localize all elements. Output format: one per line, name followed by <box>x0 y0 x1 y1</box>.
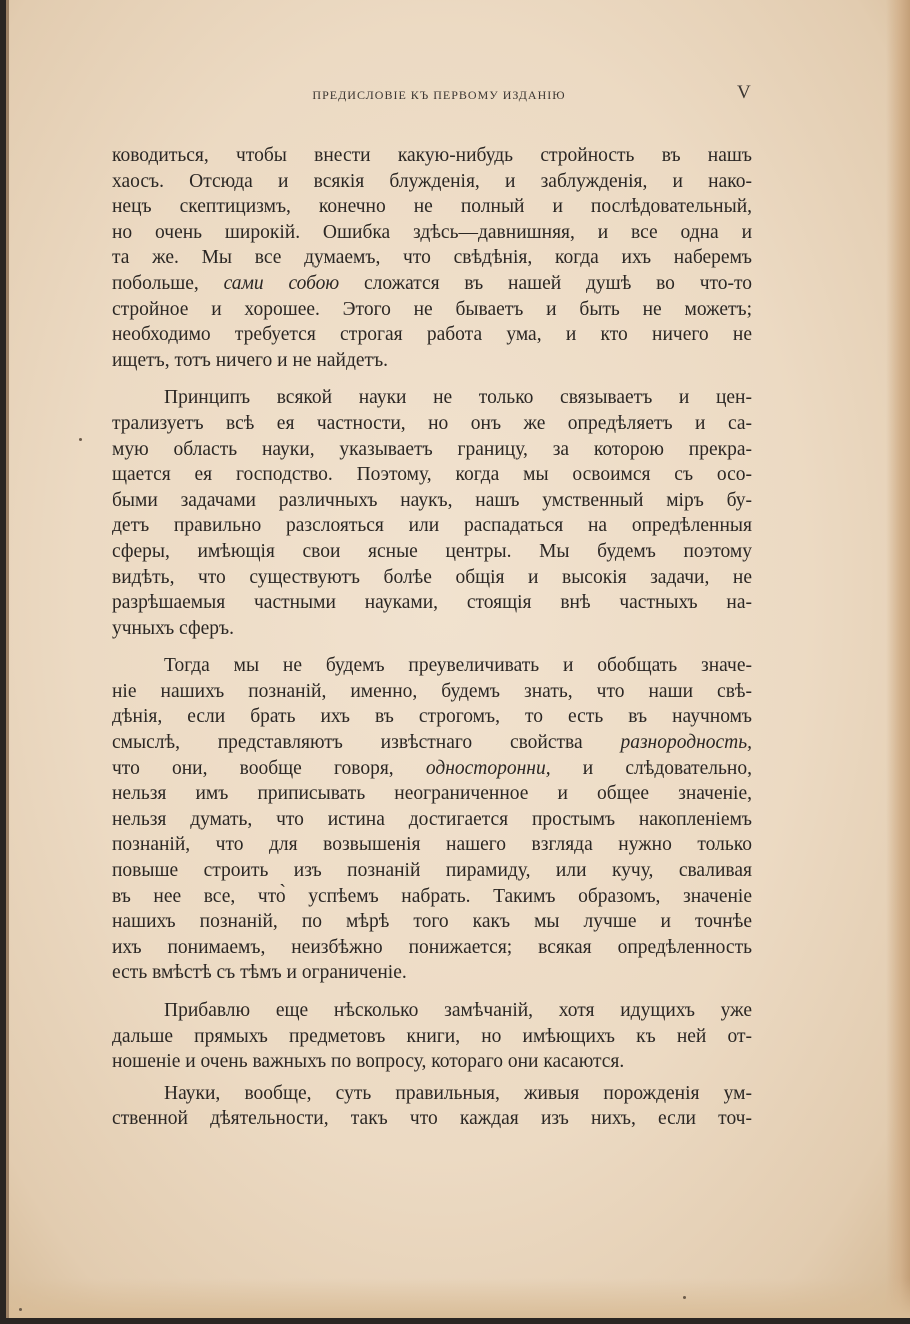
text-line: ніе нашихъ познаній, именно, будемъ знать, что наши свѣ- <box>112 680 752 702</box>
running-title: ПРЕДИСЛОВІЕ КЪ ПЕРВОМУ ИЗДАНІЮ <box>312 88 566 102</box>
text-run: что они, вообще говоря, <box>112 757 394 779</box>
text-line: нецъ скептицизмъ, конечно не полный и послѣдовательный, <box>112 196 752 218</box>
text-line: нашихъ познаній, по мѣрѣ того какъ мы лучше и точнѣе <box>112 911 752 933</box>
text-run: сложатся въ нашей душѣ во что-то <box>363 272 753 294</box>
text-line: ководиться, чтобы внести какую-нибудь стройность въ нашъ <box>112 145 752 166</box>
body-text <box>112 143 752 1132</box>
speck <box>19 1308 22 1311</box>
text-line: видѣть, что существуютъ болѣе общія и высокія задачи, не <box>112 566 752 588</box>
book-page <box>6 0 910 1318</box>
text-line: учныхъ сферъ. <box>112 617 234 639</box>
text-line <box>112 756 752 782</box>
italic-run: сами собою <box>223 272 340 294</box>
text-line: та же. Мы все думаемъ, что свѣдѣнія, когда ихъ наберемъ <box>112 247 752 269</box>
text-line: Прибавлю еще нѣсколько замѣчаній, хотя идущихъ уже <box>164 1000 752 1021</box>
text-line: нельзя имъ приписывать неограниченное и общее значеніе, <box>112 783 752 805</box>
text-line: детъ правильно разслояться или распадаться на опредѣленныя <box>112 515 752 537</box>
text-line: мую область науки, указываетъ границу, за которою прекра- <box>112 438 752 460</box>
text-line: стройное и хорошее. Этого не бываетъ и быть не можетъ; <box>112 298 752 320</box>
paragraph <box>112 653 752 986</box>
page-edge-shadow <box>886 0 910 1318</box>
text-line: ищетъ, тотъ ничего и не найдетъ. <box>112 349 389 371</box>
text-line: нельзя думать, что истина достигается простымъ накопленіемъ <box>112 808 752 830</box>
page-number: V <box>737 82 751 103</box>
text-run: и слѣдовательно, <box>582 757 752 779</box>
paragraph <box>112 1081 752 1132</box>
text-line: есть вмѣстѣ съ тѣмъ и ограниченіе. <box>112 962 407 984</box>
text-line: Тогда мы не будемъ преувеличивать и обобщать значе- <box>164 655 752 677</box>
text-line: Принципъ всякой науки не только связываетъ и цен- <box>164 387 752 409</box>
text-line: ственной дѣятельности, такъ что каждая изъ нихъ, если точ- <box>112 1108 752 1130</box>
text-line: повыше строить изъ познаній пирамиду, или кучу, сваливая <box>112 860 752 882</box>
speck <box>79 438 82 441</box>
text-run: смыслѣ, представляютъ извѣстнаго свойства <box>112 732 583 754</box>
text-line: быми задачами различныхъ наукъ, нашъ умственный міръ бу- <box>112 489 752 511</box>
paragraph <box>112 143 752 373</box>
paragraph <box>112 385 752 641</box>
text-line <box>112 271 752 297</box>
text-line: сферы, имѣющія свои ясные центры. Мы будемъ поэтому <box>112 540 752 562</box>
italic-run: односторонни, <box>425 757 551 779</box>
text-line: ношеніе и очень важныхъ по вопросу, котораго они касаются. <box>112 1051 625 1073</box>
text-line: дѣнія, если брать ихъ въ строгомъ, то есть въ научномъ <box>112 706 752 728</box>
text-line <box>112 730 752 756</box>
text-line: необходимо требуется строгая работа ума, и кто ничего не <box>112 324 752 346</box>
text-line: Науки, вообще, суть правильныя, живыя порожденія ум- <box>164 1082 752 1104</box>
paragraph <box>112 998 752 1075</box>
speck <box>683 1296 686 1299</box>
italic-run: разнородность, <box>620 732 752 754</box>
page-bottom-shadow <box>9 1278 910 1318</box>
text-line: трализуетъ всѣ ея частности, но онъ же опредѣляетъ и са- <box>112 412 752 434</box>
text-line: въ нее все, что̀ успѣемъ набрать. Такимъ образомъ, значеніе <box>112 885 752 907</box>
text-line: познаній, что для возвышенія нашего взгляда нужно только <box>112 834 752 856</box>
text-line: хаосъ. Отсюда и всякія блужденія, и заблужденія, и нако- <box>112 170 752 192</box>
text-line: дальше прямыхъ предметовъ книги, но имѣющихъ къ ней от- <box>112 1025 752 1047</box>
text-line: щается ея господство. Поэтому, когда мы освоимся съ осо- <box>112 464 752 486</box>
text-line: но очень широкій. Ошибка здѣсь—давнишняя, и все одна и <box>112 221 752 243</box>
text-run: побольше, <box>112 272 199 294</box>
text-line: ихъ понимаемъ, неизбѣжно понижается; всякая опредѣленность <box>112 936 752 958</box>
text-line: разрѣшаемыя частными науками, стоящія внѣ частныхъ на- <box>112 592 752 614</box>
